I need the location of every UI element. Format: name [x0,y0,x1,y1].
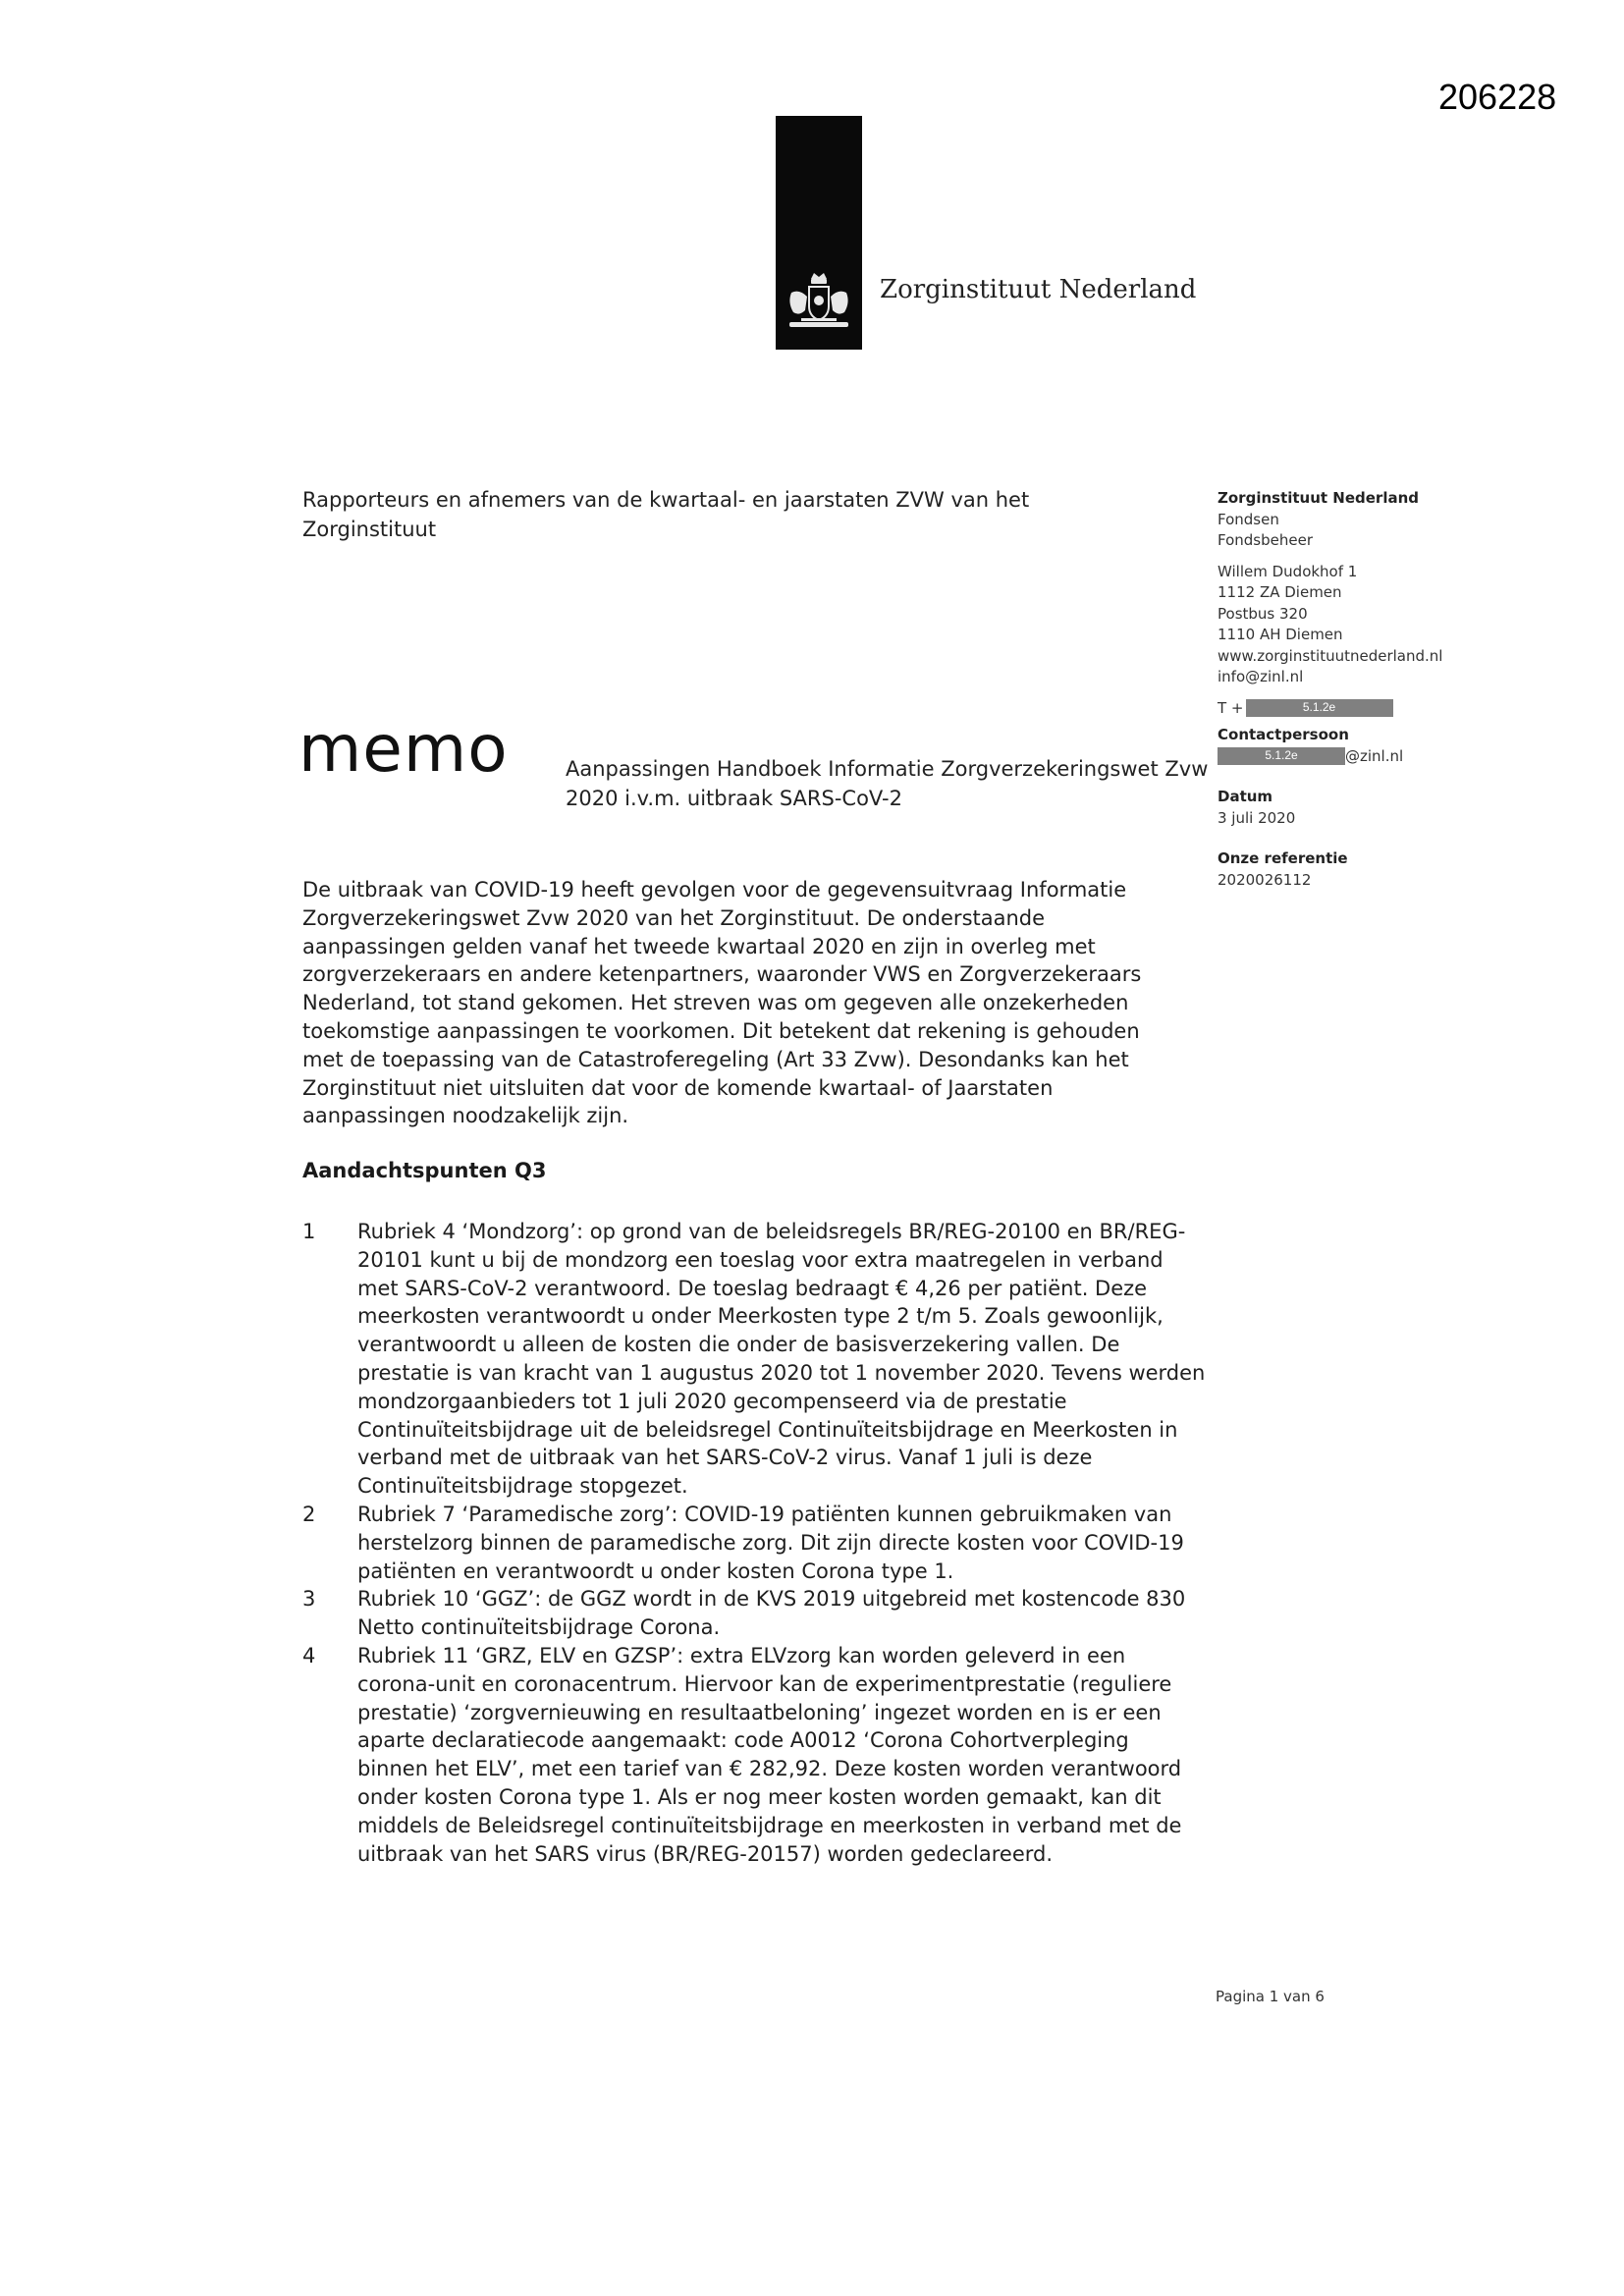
item-text: Rubriek 7 ‘Paramedische zorg’: COVID-19 patiënten kunnen gebruikmaken van herstelzorg binnen de paramedische zorg. Dit zijn directe kosten voor COVID-19 patiënten en verantwoordt u onder kosten Corona type 1. [357,1502,1184,1583]
contact-line [1218,746,1512,768]
intro-paragraph [302,876,1186,1130]
item-text: Rubriek 4 ‘Mondzorg’: op grond van de beleidsregels BR/REG-20100 en BR/REG-20101 kunt u bij de mondzorg een toeslag voor extra maatregelen in verband met SARS-CoV-2 verantwoord. De toeslag bedraagt € 4,26 per patiënt. Deze meerkosten verantwoordt u onder Meerkosten type 2 t/m 5. Zoals gewoonlijk, verantwoordt u alleen de kosten die onder de basisverzekering vallen. De prestatie is van kracht van 1 augustus 2020 tot 1 november 2020. Tevens werden mondzorgaanbieders tot 1 juli 2020 gecompenseerd via de prestatie Continuïteitsbijdrage uit de beleidsregel Continuïteitsbijdrage en Meerkosten in verband met de uitbraak van het SARS-CoV-2 virus. Vanaf 1 juli is deze Continuïteitsbijdrage stopgezet. [357,1220,1206,1499]
phone-prefix: T + [1218,698,1244,717]
item-number: 1 [302,1220,316,1243]
email-link[interactable]: info@zinl.nl [1218,668,1304,685]
memo-subject: Aanpassingen Handboek Informatie Zorgverzekeringswet Zvw 2020 i.v.m. uitbraak SARS-CoV-2 [566,757,1209,810]
item-number: 3 [302,1587,316,1612]
list-item [302,1642,1206,1868]
section-heading: Aandachtspunten Q3 [302,1159,547,1182]
coat-of-arms-icon [782,273,856,336]
contact-label: Contactpersoon [1218,726,1349,743]
contact-redaction: 5.1.2e [1218,747,1345,765]
item-number: 4 [302,1643,316,1667]
addressee: Rapporteurs en afnemers van de kwartaal- en jaarstaten ZVW van het Zorginstituut [302,488,1030,541]
contact-email-suffix: @zinl.nl [1345,746,1404,765]
item-text: Rubriek 11 ‘GRZ, ELV en GZSP’: extra ELVzorg kan worden geleverd in een corona-unit en coronacentrum. Hiervoor kan de experimentprestatie (reguliere prestatie) ‘zorgvernieuwing en resultaatbeloning’ ingezet worden en is er een aparte declaratiecode aangemaakt: code A0012 ‘Corona Cohortverpleging binnen het ELV’, met een tarief van € 282,92. Deze kosten worden verantwoord onder kosten Corona type 1. Als er nog meer kosten worden gemaakt, kan dit middels de Beleidsregel continuïteitsbijdrage en meerkosten in verband met de uitbraak van het SARS virus (BR/REG-20157) worden gedeclareerd. [357,1643,1182,1866]
sidebar-org: Zorginstituut Nederland [1218,489,1420,507]
list-item [302,1501,1206,1585]
date-label: Datum [1218,788,1273,805]
phone-line [1218,698,1512,720]
item-text: Rubriek 10 ‘GGZ’: de GGZ wordt in de KVS 2019 uitgebreid met kostencode 830 Netto continuïteitsbijdrage Corona. [357,1587,1186,1640]
date-value: 3 juli 2020 [1218,808,1296,827]
reference-value: 2020026112 [1218,870,1312,889]
address-line: Postbus 320 [1218,604,1308,623]
website-link[interactable]: www.zorginstituutnederland.nl [1218,646,1443,665]
page-number: Pagina 1 van 6 [1216,1988,1325,2005]
item-number: 2 [302,1502,316,1526]
logo-org-name: Zorginstituut Nederland [880,275,1197,304]
sidebar-subdept: Fondsbeheer [1218,531,1313,549]
list-item [302,1218,1206,1501]
numbered-list [302,1218,1206,1868]
document-number: 206228 [1438,77,1557,117]
sidebar-dept: Fondsen [1218,510,1279,528]
address-line: Willem Dudokhof 1 [1218,562,1358,580]
memo-title: memo [298,711,509,787]
list-item [302,1585,1206,1642]
address-line: 1110 AH Diemen [1218,626,1343,643]
phone-redaction: 5.1.2e [1246,699,1393,717]
reference-label: Onze referentie [1218,849,1348,867]
sender-sidebar [1218,488,1512,891]
address-line: 1112 ZA Diemen [1218,583,1342,601]
intro-text: De uitbraak van COVID-19 heeft gevolgen voor de gegevensuitvraag Informatie Zorgverzekeringswet Zvw 2020 van het Zorginstituut. De onderstaande aanpassingen gelden vanaf het tweede kwartaal 2020 en zijn in overleg met zorgverzekeraars en andere ketenpartners, waaronder VWS en Zorgverzekeraars Nederland, tot stand gekomen. Het streven was om gegeven alle onzekerheden toekomstige aanpassingen te voorkomen. Dit betekent dat rekening is gehouden met de toepassing van de Catastroferegeling (Art 33 Zvw). Desondanks kan het Zorginstituut niet uitsluiten dat voor de komende kwartaal- of Jaarstaten aanpassingen noodzakelijk zijn. [302,878,1142,1128]
logo-block [776,116,862,350]
